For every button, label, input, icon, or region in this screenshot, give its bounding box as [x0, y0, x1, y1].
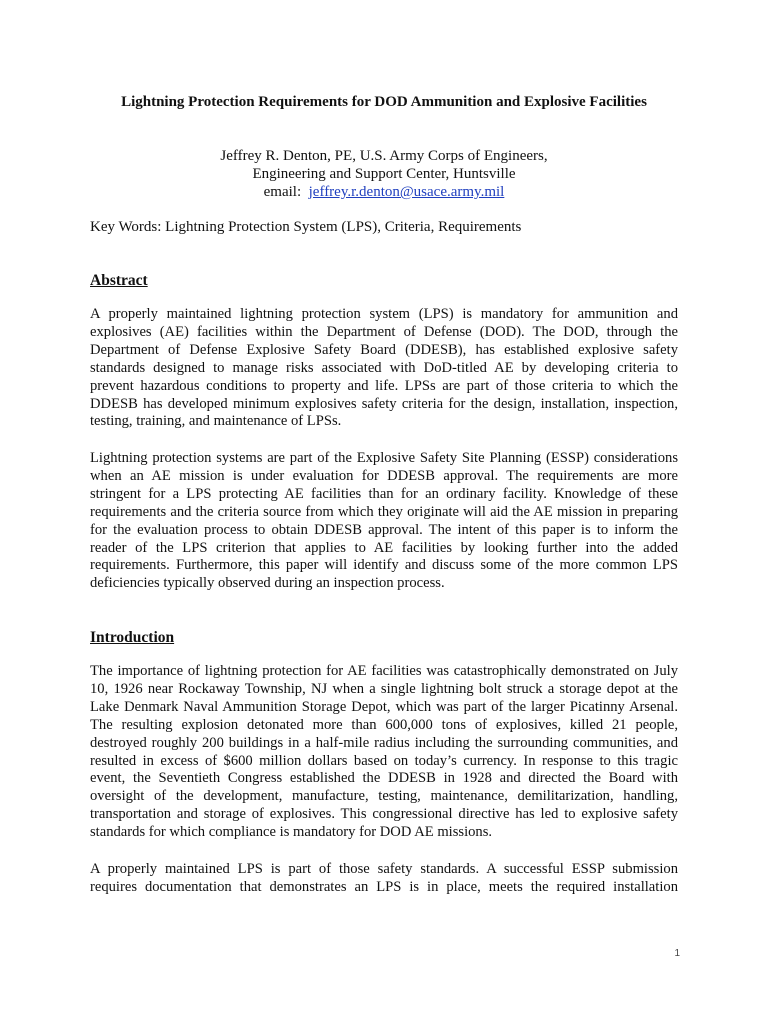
- text-line: destroyed roughly 200 buildings in a half-mile radius including the surrounding communities, and: [90, 734, 678, 751]
- abstract-heading: Abstract: [90, 272, 148, 289]
- text-line: Department of Defense Explosive Safety Board (DDESB), has established explosive safety: [90, 341, 678, 358]
- paper-title: Lightning Protection Requirements for DOD Ammunition and Explosive Facilities: [121, 94, 647, 110]
- introduction-paragraph-1: [90, 663, 678, 842]
- text-line: standards for which compliance is mandatory for DOD AE missions.: [90, 824, 493, 841]
- text-line: when an AE mission is under evaluation for DDESB approval. The requirements are more: [90, 467, 678, 484]
- text-line: explosives (AE) facilities within the Department of Defense (DOD). The DOD, through the: [90, 323, 678, 340]
- email-link[interactable]: jeffrey.r.denton@usace.army.mil: [308, 184, 505, 200]
- introduction-heading: Introduction: [90, 629, 175, 646]
- author-block: [0, 147, 768, 201]
- text-line: testing, training, and maintenance of LPSs.: [90, 413, 342, 430]
- text-line: DDESB has developed minimum explosives safety criteria for the design, installation, inspection,: [90, 395, 678, 412]
- abstract-paragraph-2: [90, 450, 678, 593]
- text-line: Lake Denmark Naval Ammunition Storage Depot, which was part of the larger Picatinny Arsenal.: [90, 698, 678, 715]
- text-line: resulted in excess of $600 million dollars based on today’s currency. In response to this tragic: [90, 752, 678, 769]
- text-line: The importance of lightning protection for AE facilities was catastrophically demonstrated on July: [90, 663, 678, 679]
- page-number: 1: [674, 948, 680, 959]
- text-line: The resulting explosion detonated more than 600,000 tons of explosives, killed 21 people,: [90, 716, 678, 733]
- text-line: requirements. Furthermore, this paper will identify and discuss some of the more common LPS: [90, 557, 678, 574]
- keywords-line: Key Words: Lightning Protection System (LPS), Criteria, Requirements: [90, 219, 522, 235]
- text-line: event, the Seventieth Congress established the DDESB in 1928 and directed the Board with: [90, 770, 678, 787]
- author-line-1: Jeffrey R. Denton, PE, U.S. Army Corps of Engineers,: [220, 148, 548, 164]
- text-line: A properly maintained lightning protection system (LPS) is mandatory for ammunition and: [90, 306, 678, 322]
- text-line: prevent hazardous conditions to property and life. LPSs are part of those criteria to which the: [90, 377, 678, 394]
- text-line: stringent for a LPS protecting AE facilities than for an ordinary facility. Knowledge of these: [90, 485, 678, 502]
- text-line: A properly maintained LPS is part of those safety standards. A successful ESSP submission: [90, 861, 678, 877]
- text-line: requirements and the criteria source from which they originate will aid the AE mission in preparing: [90, 503, 678, 520]
- text-line: for the evaluation process to obtain DDESB approval. The intent of this paper is to inform the: [90, 521, 678, 538]
- author-line-2: Engineering and Support Center, Huntsville: [252, 166, 516, 182]
- text-line: 10, 1926 near Rockaway Township, NJ when a single lightning bolt struck a storage depot at the: [90, 680, 678, 697]
- text-line: standards designed to manage risks associated with DoD-titled AE by developing criteria to: [90, 359, 678, 376]
- text-line: reader of the LPS criterion that applies to AE facilities by looking further into the added: [90, 539, 678, 556]
- email-line: [0, 183, 768, 201]
- introduction-paragraph-2: [90, 861, 678, 897]
- text-line: requires documentation that demonstrates an LPS is in place, meets the required installation: [90, 878, 678, 895]
- text-line: deficiencies typically observed during an inspection process.: [90, 575, 445, 592]
- text-line: oversight of the development, manufacture, testing, maintenance, demilitarization, handling,: [90, 788, 678, 805]
- abstract-paragraph-1: [90, 306, 678, 431]
- text-line: Lightning protection systems are part of the Explosive Safety Site Planning (ESSP) considerations: [90, 450, 678, 466]
- text-line: transportation and storage of explosives. This congressional directive has led to explosive safety: [90, 806, 678, 823]
- email-label: email:: [263, 184, 302, 200]
